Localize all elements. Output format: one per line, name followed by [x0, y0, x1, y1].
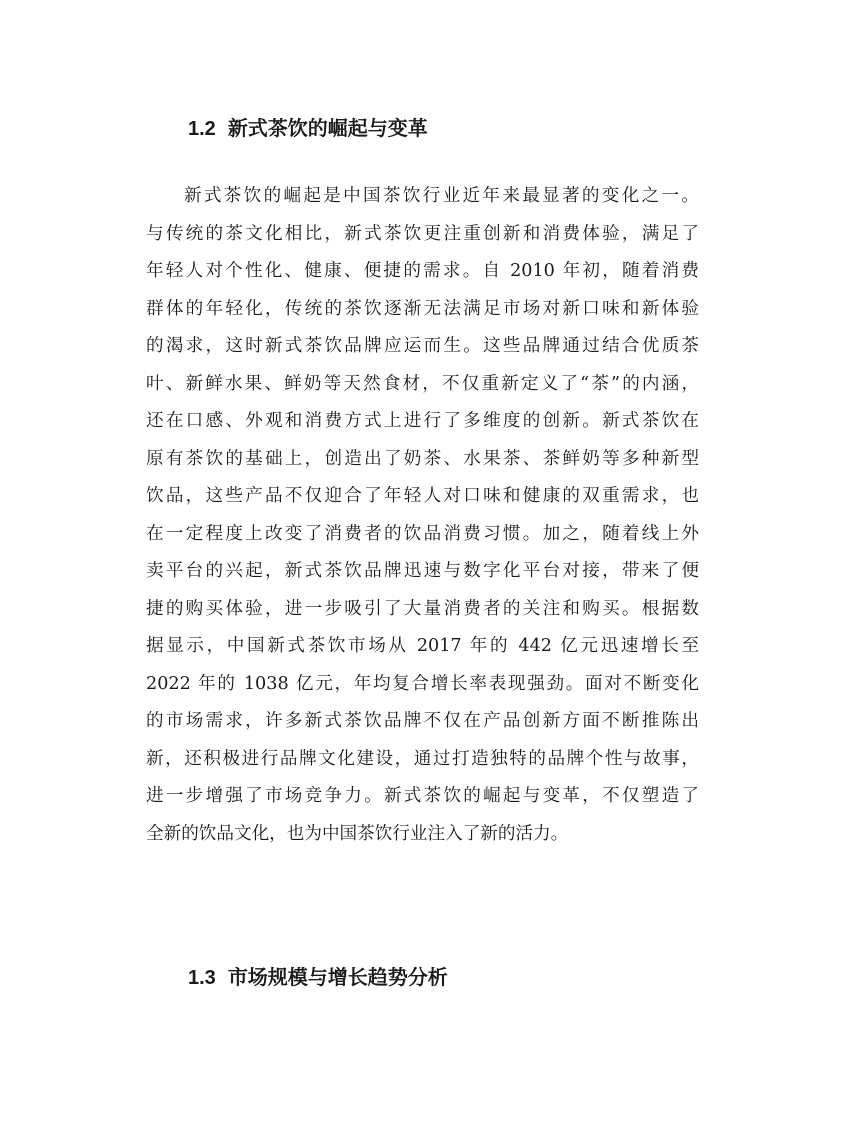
paragraph-line: 与传统的茶文化相比，新式茶饮更注重创新和消费体验，满足了: [146, 223, 699, 244]
paragraph-line: 2022 年的 1038 亿元，年均复合增长率表现强劲。面对不断变化: [146, 673, 699, 694]
paragraph-line: 的渴求，这时新式茶饮品牌应运而生。这些品牌通过结合优质茶: [146, 336, 699, 356]
paragraph-line: 全新的饮品文化，也为中国茶饮行业注入了新的活力。: [146, 823, 569, 844]
section-heading-1-2: [188, 115, 428, 143]
paragraph-line: 群体的年轻化，传统的茶饮逐渐无法满足市场对新口味和新体验: [146, 298, 699, 319]
paragraph-line: 新，还积极进行品牌文化建设，通过打造独特的品牌个性与故事，: [146, 748, 699, 769]
paragraph-line: 还在口感、外观和消费方式上进行了多维度的创新。新式茶饮在: [146, 411, 699, 431]
section-title: 市场规模与增长趋势分析: [227, 967, 448, 989]
paragraph-line: 进一步增强了市场竞争力。新式茶饮的崛起与变革，不仅塑造了: [146, 786, 699, 806]
body-paragraph: [146, 178, 699, 853]
section-number: 1.2: [188, 118, 216, 140]
section-number: 1.3: [188, 967, 216, 989]
paragraph-line: 年轻人对个性化、健康、便捷的需求。自 2010 年初，随着消费: [146, 261, 699, 281]
paragraph-line: 捷的购买体验，进一步吸引了大量消费者的关注和购买。根据数: [146, 598, 699, 619]
paragraph-line: 叶、新鲜水果、鲜奶等天然食材，不仅重新定义了“茶”的内涵，: [146, 373, 699, 394]
paragraph-line: 卖平台的兴起，新式茶饮品牌迅速与数字化平台对接，带来了便: [146, 561, 699, 581]
section-title: 新式茶饮的崛起与变革: [227, 118, 428, 140]
paragraph-line: 的市场需求，许多新式茶饮品牌不仅在产品创新方面不断推陈出: [146, 711, 699, 731]
paragraph-line: 新式茶饮的崛起是中国茶饮行业近年来最显著的变化之一。: [184, 186, 699, 206]
paragraph-line: 在一定程度上改变了消费者的饮品消费习惯。加之，随着线上外: [146, 523, 699, 544]
paragraph-line: 原有茶饮的基础上，创造出了奶茶、水果茶、茶鲜奶等多种新型: [146, 448, 699, 469]
section-heading-1-3: [188, 964, 448, 992]
paragraph-line: 据显示，中国新式茶饮市场从 2017 年的 442 亿元迅速增长至: [146, 636, 699, 656]
paragraph-line: 饮品，这些产品不仅迎合了年轻人对口味和健康的双重需求，也: [146, 486, 699, 506]
